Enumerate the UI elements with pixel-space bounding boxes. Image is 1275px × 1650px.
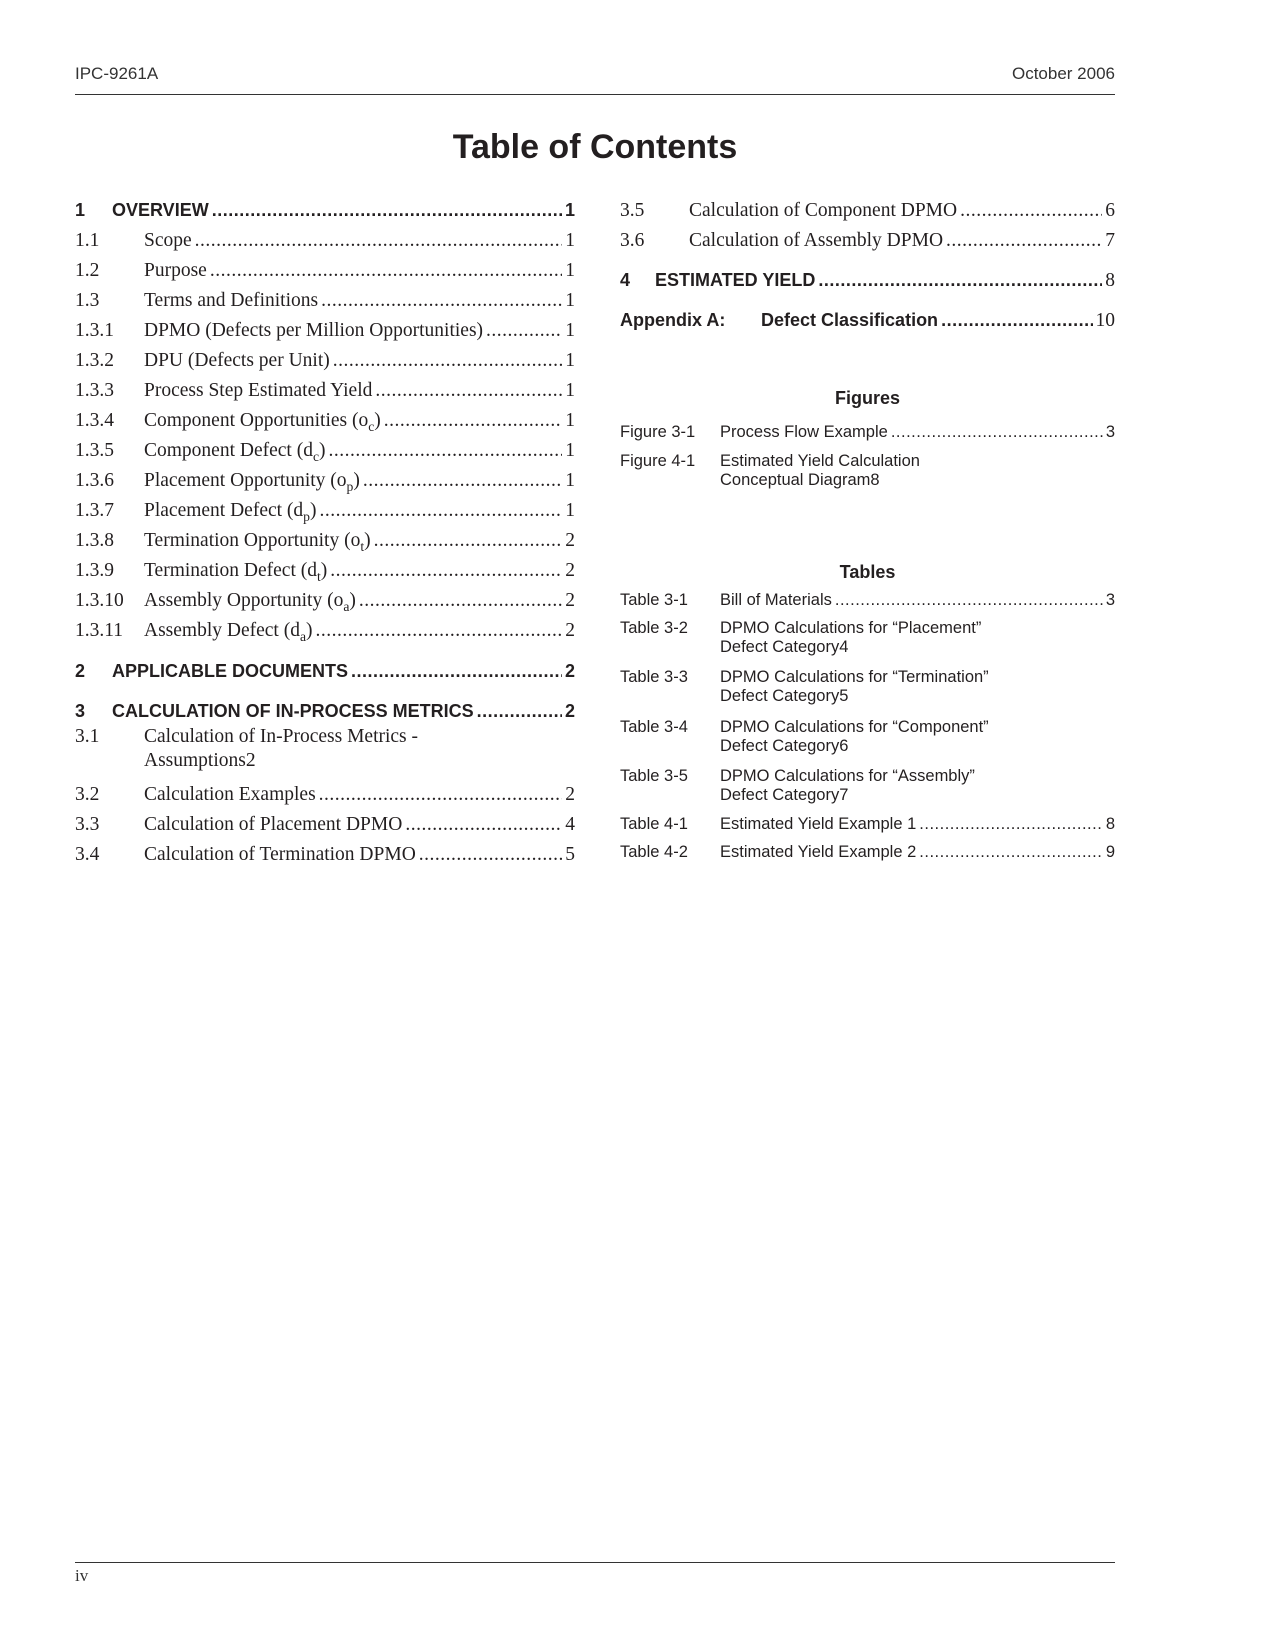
entry-page-number: 1 [565, 260, 575, 281]
toc-entry[interactable] [75, 530, 575, 552]
entry-label-suffix: ) [364, 530, 371, 551]
figure-list-entry[interactable] [620, 423, 1115, 442]
toc-entry[interactable] [75, 844, 575, 866]
footer-rule [75, 1562, 1115, 1563]
entry-page-number: 1 [565, 470, 575, 491]
entry-number: 1.3.4 [75, 410, 114, 431]
header-date: October 2006 [1011, 64, 1115, 83]
entry-page-number: 3 [1105, 591, 1115, 609]
entry-number: 1.3.5 [75, 440, 114, 461]
entry-label-text: Component Opportunities (o [144, 410, 369, 431]
leader-dots [320, 500, 563, 522]
leader-dots [919, 815, 1103, 834]
entry-number: 2 [75, 661, 86, 681]
toc-entry[interactable] [620, 200, 1115, 222]
leader-dots [405, 814, 562, 836]
entry-label-suffix: ) [349, 590, 356, 611]
leader-dots [891, 423, 1103, 442]
entry-label [144, 350, 330, 372]
entry-label: Calculation of Assembly DPMO [689, 230, 944, 251]
entry-label-text: Calculation of Termination DPMO [144, 844, 416, 865]
entry-label-text: Placement Defect (d [144, 500, 304, 521]
entry-label-subscript: p [346, 478, 354, 494]
entry-label-line2: Defect Category [720, 638, 840, 656]
entry-page-number: 10 [1095, 310, 1115, 331]
entry-label [144, 530, 371, 552]
entry-label-subscript: p [303, 508, 310, 524]
entry-number: Figure 4-1 [620, 452, 696, 470]
entry-page-number: 1 [564, 200, 575, 220]
toc-entry[interactable] [75, 320, 575, 342]
entry-label [112, 200, 209, 221]
entry-label-suffix: ) [320, 560, 328, 581]
leader-dots [363, 470, 562, 492]
entry-label: Calculation of In-Process Metrics - [144, 726, 419, 747]
entry-label [144, 470, 360, 492]
entry-page-number: 2 [565, 560, 575, 581]
entry-number: 4 [620, 270, 631, 290]
entry-page-number: 2 [564, 661, 575, 681]
entry-page-number: 4 [839, 638, 849, 656]
entry-page-number: 5 [565, 844, 575, 865]
entry-page-number: 7 [1105, 230, 1115, 251]
figure-list-entry[interactable] [620, 452, 1115, 490]
entry-label-line2: Conceptual Diagram [720, 471, 871, 489]
toc-entry[interactable] [620, 230, 1115, 252]
entry-page-number: 1 [565, 440, 575, 461]
toc-entry[interactable] [75, 290, 575, 312]
entry-page-number: 1 [565, 350, 575, 371]
entry-number: 1.3.3 [75, 380, 114, 401]
entry-label-text: DPMO (Defects per Million Opportunities) [144, 320, 484, 341]
entry-number: Table 3-3 [620, 668, 688, 686]
entry-page-number: 4 [565, 814, 575, 835]
entry-label-suffix: ) [319, 440, 326, 461]
entry-label-subscript: t [316, 568, 321, 584]
entry-number: 3.3 [75, 814, 100, 835]
leader-dots [359, 590, 562, 612]
toc-entry[interactable] [75, 560, 575, 582]
footer-page-number: iv [75, 1566, 89, 1585]
leader-dots [212, 200, 562, 221]
entry-label: Process Flow Example [720, 423, 888, 441]
entry-page-number: 3 [1105, 423, 1115, 441]
leader-dots [210, 260, 562, 282]
leader-dots [374, 530, 563, 552]
entry-label [144, 440, 326, 462]
entry-label-text: DPU (Defects per Unit) [144, 350, 330, 371]
leader-dots [316, 620, 563, 642]
table-list-entry[interactable] [620, 767, 1115, 805]
entry-number: 3.5 [620, 200, 645, 221]
entry-page-number: 1 [565, 410, 575, 431]
entry-number: 1 [75, 200, 86, 220]
entry-page-number: 6 [839, 737, 849, 755]
entry-label [144, 784, 316, 806]
table-list-entry[interactable] [620, 591, 1115, 610]
leader-dots [919, 843, 1103, 862]
leader-dots [329, 440, 563, 462]
leader-dots [319, 784, 563, 806]
entry-label-text: Terms and Definitions [144, 290, 319, 311]
entry-label-subscript: c [368, 418, 375, 434]
entry-label [144, 620, 313, 642]
toc-entry[interactable] [75, 230, 575, 252]
table-list-entry[interactable] [620, 843, 1115, 862]
toc-section-entry[interactable] [75, 661, 575, 682]
entry-label-suffix: ) [353, 470, 360, 491]
entry-label: Estimated Yield Calculation [720, 452, 920, 470]
leader-dots [477, 701, 562, 722]
entry-label-suffix: ) [374, 410, 381, 431]
entry-number: Table 3-2 [620, 619, 688, 637]
entry-label: DPMO Calculations for “Component” [720, 718, 989, 736]
entry-label [144, 320, 483, 342]
entry-label-subscript: a [299, 628, 307, 644]
entry-label-text: Purpose [144, 260, 207, 281]
table-list-entry[interactable] [620, 668, 1115, 706]
leader-dots [486, 320, 562, 342]
toc-entry[interactable] [75, 350, 575, 372]
entry-page-number: 1 [565, 380, 575, 401]
leader-dots [946, 230, 1102, 252]
entry-page-number: 9 [1105, 843, 1115, 861]
tables-heading: Tables [839, 562, 896, 582]
toc-appendix-entry[interactable] [620, 310, 1115, 332]
entry-page-number: 2 [564, 701, 575, 721]
entry-label-text: Placement Opportunity (o [144, 470, 347, 491]
entry-label [144, 590, 356, 612]
entry-number: Table 4-2 [620, 843, 688, 861]
entry-label-text: Process Step Estimated Yield [144, 380, 373, 401]
header-rule [75, 94, 1115, 95]
entry-number: Appendix A: [620, 310, 726, 330]
entry-label [112, 661, 348, 682]
page-title: Table of Contents [452, 128, 738, 166]
entry-label [144, 290, 318, 312]
toc-entry[interactable] [75, 590, 575, 612]
entry-number: 1.3.7 [75, 500, 114, 521]
entry-number: 1.3.9 [75, 560, 114, 581]
leader-dots [818, 270, 1102, 291]
entry-number: Table 3-1 [620, 591, 688, 609]
leader-dots [835, 591, 1103, 610]
entry-page-number: 6 [1105, 200, 1115, 221]
entry-label: DPMO Calculations for “Assembly” [720, 767, 975, 785]
toc-section-entry[interactable] [75, 701, 575, 722]
entry-label-subscript: a [343, 598, 350, 614]
entry-label: Estimated Yield Example 1 [720, 815, 917, 833]
entry-label-text: Assembly Opportunity (o [144, 590, 344, 611]
toc-entry[interactable] [75, 620, 575, 642]
leader-dots [419, 844, 562, 866]
toc-section-entry[interactable] [620, 270, 1115, 292]
entry-label-text: Assembly Defect (d [144, 620, 300, 641]
entry-label [144, 230, 192, 252]
entry-label [144, 380, 372, 402]
entry-label-suffix: ) [310, 500, 317, 521]
entry-number: Table 4-1 [620, 815, 688, 833]
leader-dots [375, 380, 562, 402]
entry-number: Figure 3-1 [620, 423, 696, 441]
entry-page-number: 2 [245, 750, 256, 771]
entry-label: Calculation of Component DPMO [689, 200, 958, 221]
toc-entry[interactable] [75, 260, 575, 282]
toc-entry[interactable] [75, 814, 575, 836]
toc-entry[interactable] [75, 726, 575, 772]
entry-label [144, 500, 317, 522]
entry-number: 3.4 [75, 844, 100, 865]
entry-number: 1.3.10 [75, 590, 124, 611]
toc-section-entry[interactable] [75, 200, 575, 221]
entry-page-number: 1 [565, 320, 575, 341]
entry-label-text: Component Defect (d [144, 440, 313, 461]
leader-dots [195, 230, 563, 252]
entry-label-text: APPLICABLE DOCUMENTS [112, 661, 349, 681]
entry-number: 1.3 [75, 290, 100, 311]
toc-entry[interactable] [75, 784, 575, 806]
entry-number: 1.3.1 [75, 320, 114, 341]
entry-number: 3.1 [75, 726, 100, 747]
entry-number: 1.1 [75, 230, 100, 251]
entry-label-line2: Assumptions [144, 750, 246, 771]
entry-number: 1.3.2 [75, 350, 114, 371]
entry-label-line2: Defect Category [720, 786, 840, 804]
entry-label: Defect Classification [761, 310, 939, 330]
leader-dots [941, 310, 1092, 331]
entry-number: 1.3.8 [75, 530, 114, 551]
table-list-entry[interactable] [620, 718, 1115, 756]
leader-dots [960, 200, 1102, 222]
toc-entry[interactable] [75, 410, 575, 432]
entry-label [144, 410, 381, 432]
entry-page-number: 2 [565, 784, 575, 805]
entry-page-number: 1 [565, 290, 575, 311]
leader-dots [333, 350, 563, 372]
leader-dots [321, 290, 562, 312]
entry-label-line2: Defect Category [720, 737, 840, 755]
entry-label-text: Scope [144, 230, 192, 251]
entry-page-number: 2 [565, 620, 575, 641]
entry-label-subscript: t [360, 538, 365, 554]
entry-number: 1.3.6 [75, 470, 114, 491]
table-list-entry[interactable] [620, 619, 1115, 657]
header-document-id: IPC-9261A [75, 64, 159, 83]
entry-number: 3.2 [75, 784, 100, 805]
entry-page-number: 7 [839, 786, 849, 804]
entry-page-number: 8 [870, 471, 880, 489]
figures-heading: Figures [834, 388, 900, 408]
entry-label-suffix: ) [306, 620, 313, 641]
toc-entry[interactable] [75, 440, 575, 462]
entry-label: Bill of Materials [720, 591, 832, 609]
entry-label: DPMO Calculations for “Placement” [720, 619, 982, 637]
entry-label: ESTIMATED YIELD [655, 270, 816, 290]
entry-label [144, 844, 416, 866]
entry-number: 1.2 [75, 260, 100, 281]
leader-dots [351, 661, 562, 682]
toc-entry[interactable] [75, 470, 575, 492]
entry-page-number: 5 [839, 687, 849, 705]
toc-entry[interactable] [75, 500, 575, 522]
entry-label-text: Calculation Examples [144, 784, 316, 805]
leader-dots [384, 410, 562, 432]
entry-label-text: Termination Defect (d [144, 560, 317, 581]
entry-number: 1.3.11 [75, 620, 124, 641]
entry-label [112, 701, 474, 722]
toc-entry[interactable] [75, 380, 575, 402]
entry-number: 3 [75, 701, 86, 721]
entry-label-text: OVERVIEW [112, 200, 209, 220]
entry-number: Table 3-4 [620, 718, 688, 736]
entry-page-number: 8 [1105, 815, 1115, 833]
entry-label [144, 260, 207, 282]
entry-page-number: 1 [565, 230, 575, 251]
entry-page-number: 2 [565, 590, 575, 611]
entry-label: DPMO Calculations for “Termination” [720, 668, 989, 686]
entry-label-text: CALCULATION OF IN-PROCESS METRICS [112, 701, 474, 721]
entry-page-number: 1 [565, 500, 575, 521]
entry-page-number: 8 [1105, 270, 1115, 291]
entry-number: 3.6 [620, 230, 645, 251]
leader-dots [330, 560, 562, 582]
entry-page-number: 2 [565, 530, 575, 551]
entry-label-subscript: c [312, 448, 320, 464]
entry-label [144, 560, 327, 582]
entry-label-text: Termination Opportunity (o [144, 530, 361, 551]
table-list-entry[interactable] [620, 815, 1115, 834]
entry-number: Table 3-5 [620, 767, 688, 785]
entry-label-line2: Defect Category [720, 687, 840, 705]
entry-label [144, 814, 402, 836]
entry-label-text: Calculation of Placement DPMO [144, 814, 403, 835]
entry-label: Estimated Yield Example 2 [720, 843, 917, 861]
